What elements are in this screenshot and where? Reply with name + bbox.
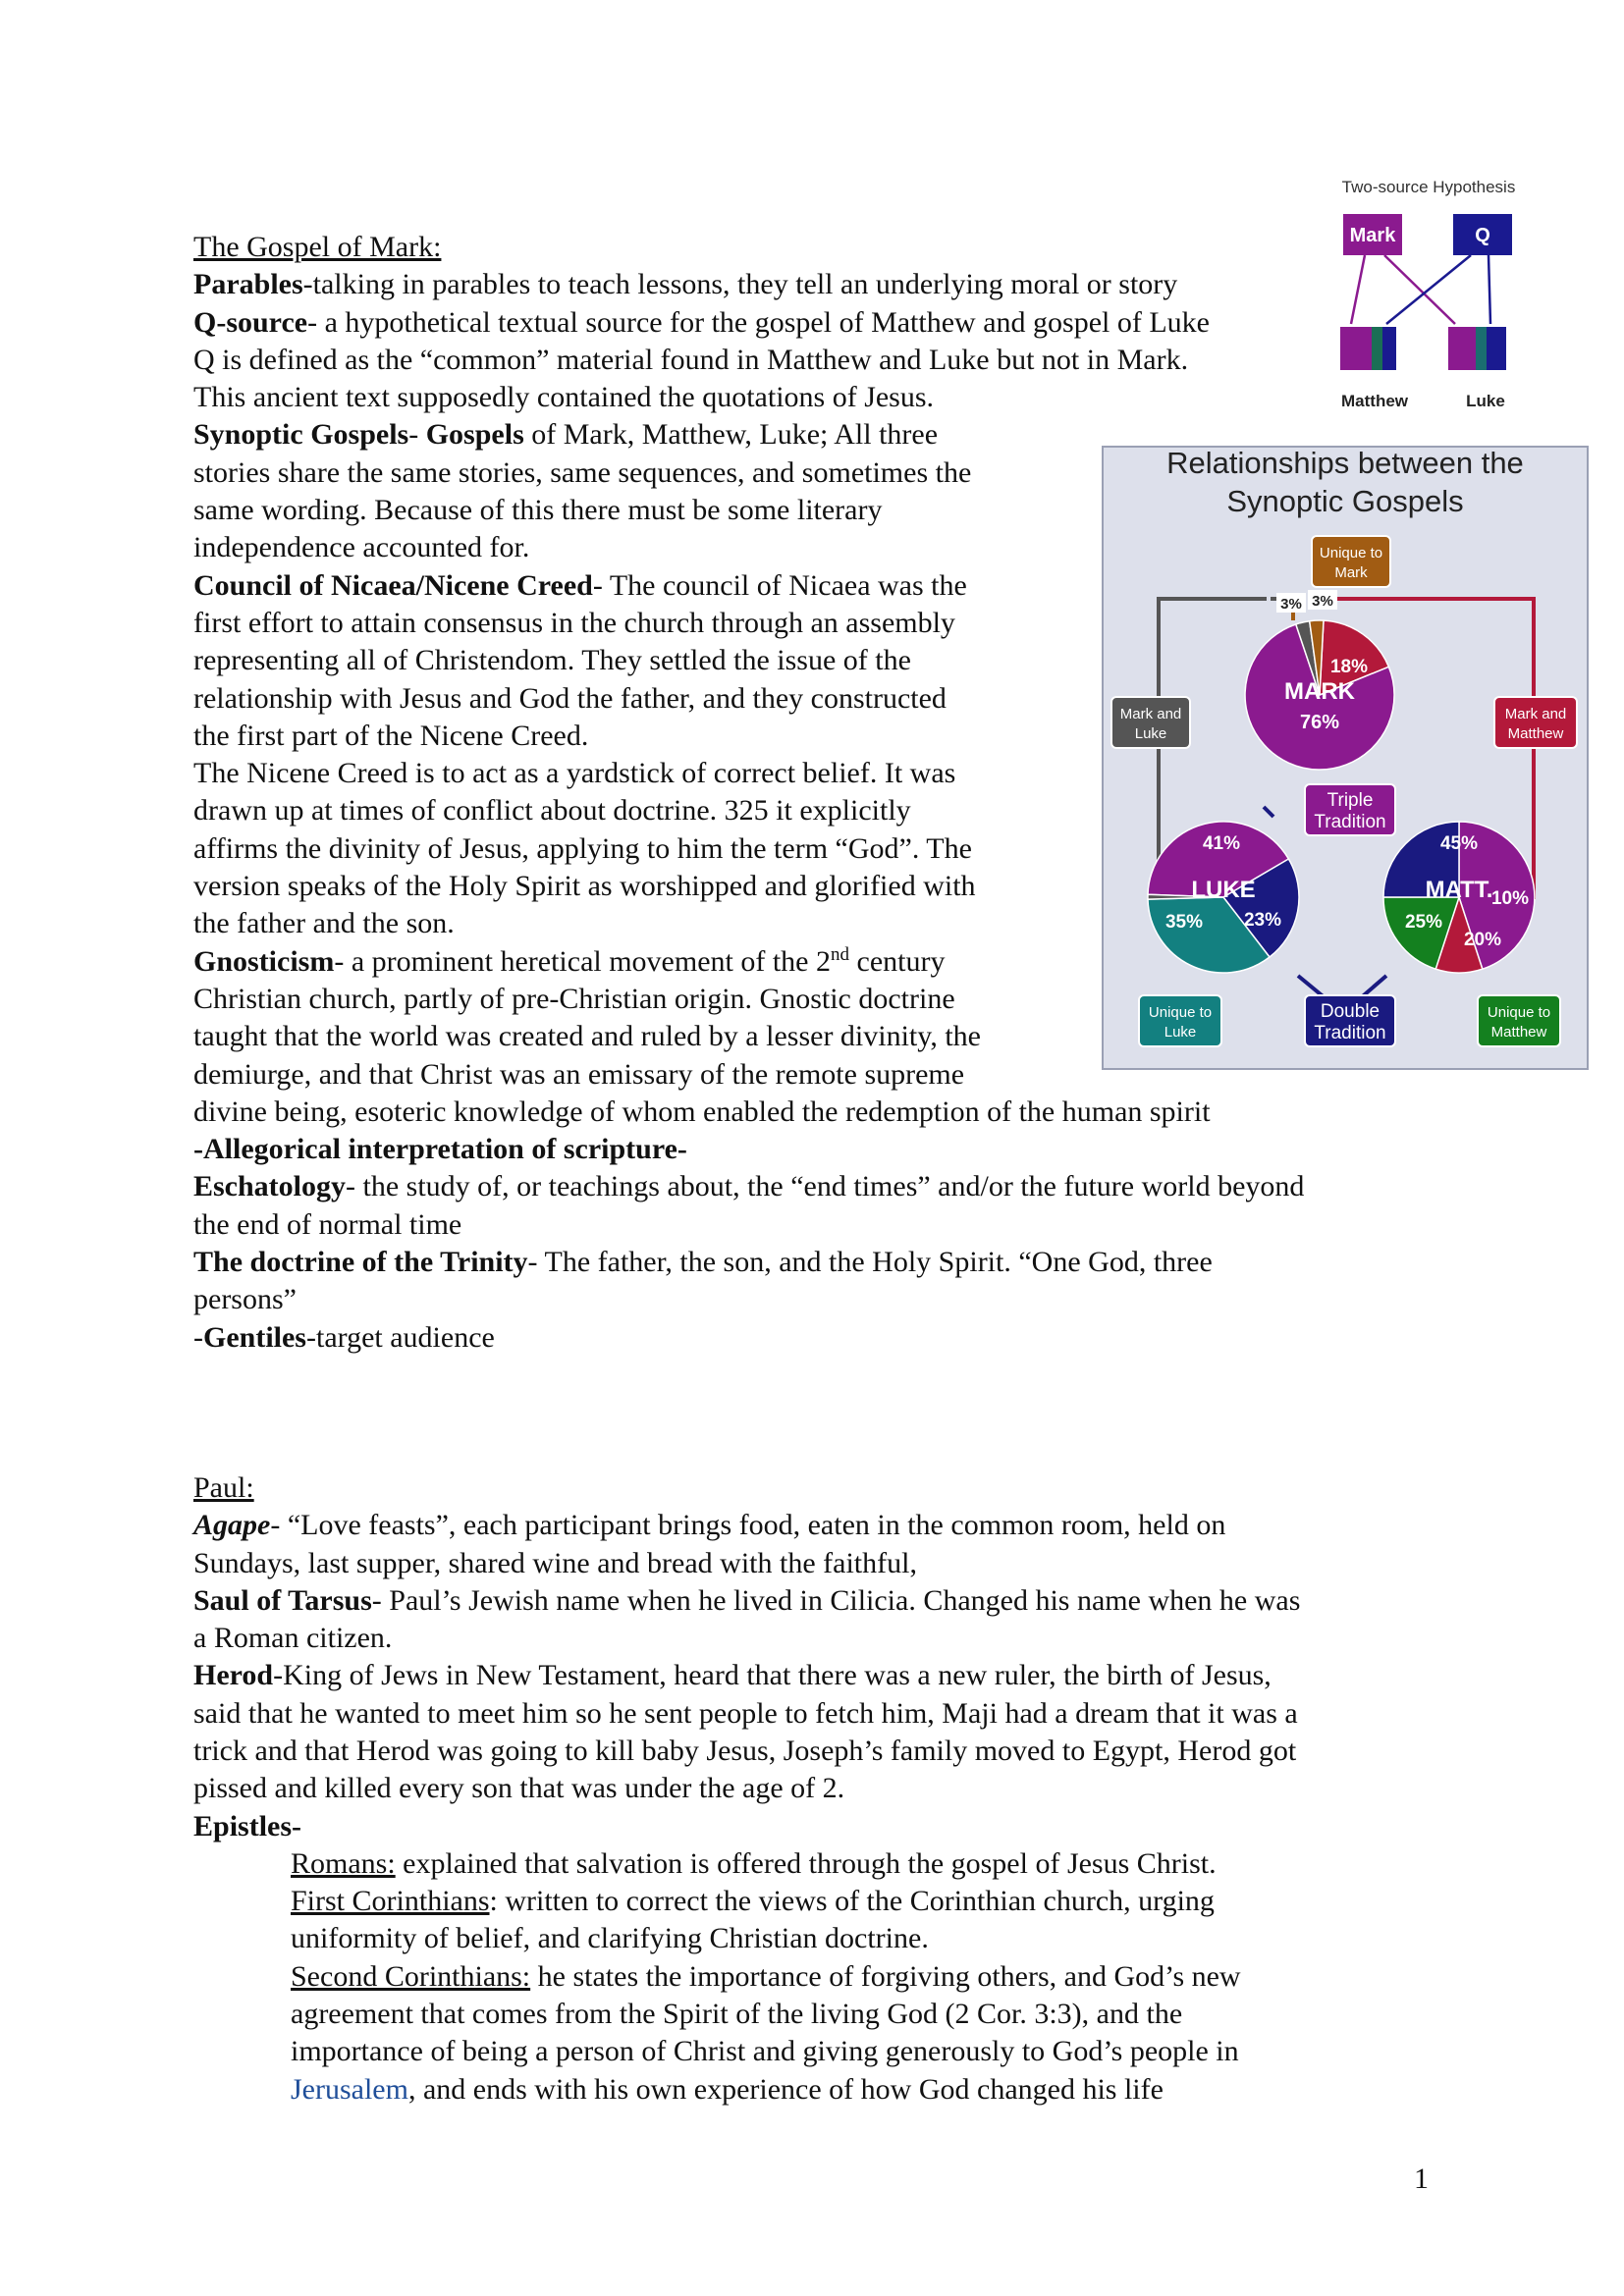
romans-def: explained that salvation is offered through the gospel of Jesus Christ. <box>395 1846 1217 1880</box>
epistles-heading: Epistles- <box>193 1809 302 1842</box>
chart-title-line1: Relationships between the <box>1166 446 1524 480</box>
cor1-term: First Corinthians <box>291 1885 490 1918</box>
saul-line: a Roman citizen. <box>193 1622 393 1655</box>
synoptic-chart <box>1102 446 1589 1070</box>
box-mark-luke-line1: Mark and <box>1119 706 1182 722</box>
chart-title-line2: Synoptic Gospels <box>1226 484 1464 518</box>
two-source-title: Two-source Hypothesis <box>1341 178 1516 196</box>
qsource-entry <box>193 304 1470 342</box>
gnosticism-line: divine being, esoteric knowledge of whom enabled the redemption of the human spirit <box>193 1095 1211 1128</box>
nicaea-line: relationship with Jesus and God the father, and they constructed <box>193 681 947 715</box>
synoptic-def: of Mark, Matthew, Luke; All three <box>523 418 939 452</box>
box-double-line1: Double <box>1320 1001 1380 1022</box>
slice-label-mark-and-matthew: 10% <box>1490 888 1530 909</box>
gnosticism-sup: nd <box>831 943 849 965</box>
herod-entry <box>193 1657 1470 1694</box>
box-mark-luke-line2: Luke <box>1134 725 1167 742</box>
gnosticism-term: Gnosticism <box>193 944 335 978</box>
synoptic-term-gospels: Gospels <box>425 418 524 452</box>
nicaea-line: first effort to attain consensus in the church through an assembly <box>193 606 955 639</box>
line-label-right: 3% <box>1312 593 1333 610</box>
mark-box-label: Mark <box>1349 225 1396 246</box>
nicaea-term: Council of Nicaea/Nicene Creed <box>193 568 593 602</box>
pie-title-luke: LUKE <box>1191 877 1256 903</box>
eschatology-term: Eschatology <box>193 1170 347 1203</box>
box-double-line2: Tradition <box>1314 1023 1386 1043</box>
pie-title-mark: MARK <box>1284 678 1355 705</box>
herod-line: pissed and killed every son that was under the age of 2. <box>193 1772 845 1805</box>
gentiles-entry <box>193 1319 1470 1357</box>
synoptic-line: stories share the same stories, same sequences, and sometimes the <box>193 455 972 489</box>
cor2-def: he states the importance of forgiving others, and God’s new <box>530 1959 1241 1993</box>
box-unique-mark-line1: Unique to <box>1319 545 1383 561</box>
herod-def: -King of Jews in New Testament, heard that there was a new ruler, the birth of Jesus, <box>273 1659 1272 1692</box>
box-unique-matthew-line1: Unique to <box>1487 1004 1551 1021</box>
herod-term: Herod <box>193 1659 274 1692</box>
nicaea-line: version speaks of the Holy Spirit as worshipped and glorified with <box>193 870 976 903</box>
gnosticism-line: demiurge, and that Christ was an emissary of the remote supreme <box>193 1057 965 1091</box>
gnosticism-def: - a prominent heretical movement of the 2 <box>334 944 831 978</box>
nicaea-line: the father and the son. <box>193 907 455 940</box>
synoptic-term: Synoptic Gospels <box>193 418 409 452</box>
agape-line: Sundays, last supper, shared wine and bread with the faithful, <box>193 1546 917 1579</box>
eschatology-def: - the study of, or teachings about, the “end times” and/or the future world beyond <box>346 1170 1305 1203</box>
paul-heading: Paul: <box>193 1470 254 1504</box>
nicaea-line: drawn up at times of conflict about doctrine. 325 it explicitly <box>193 794 911 828</box>
synoptic-line: independence accounted for. <box>193 531 530 564</box>
slice-label-mark-and-matthew: 18% <box>1329 657 1369 677</box>
herod-line: trick and that Herod was going to kill baby Jesus, Joseph’s family moved to Egypt, Herod got <box>193 1734 1297 1767</box>
eschatology-line: the end of normal time <box>193 1207 462 1241</box>
qsource-line: Q is defined as the “common” material found in Matthew and Luke but not in Mark. <box>193 343 1189 376</box>
synoptic-sep: - <box>408 418 426 452</box>
cor1-line: uniformity of belief, and clarifying Christian doctrine. <box>291 1922 929 1955</box>
page-number: 1 <box>1414 2163 1429 2195</box>
pie-title-matt: MATT. <box>1425 877 1493 903</box>
agape-term: Agape <box>193 1509 271 1542</box>
qsource-line: This ancient text supposedly contained the quotations of Jesus. <box>193 381 935 414</box>
mark-heading-line <box>193 229 1470 266</box>
q-box-label: Q <box>1475 225 1490 246</box>
nicaea-def: - The council of Nicaea was the <box>592 568 967 602</box>
pie-luke <box>1148 822 1299 973</box>
box-unique-mark <box>1312 536 1390 587</box>
slice-label-double-tradition: 23% <box>1243 910 1282 931</box>
allegorical-heading: -Allegorical interpretation of scripture- <box>193 1133 687 1166</box>
slice-label-triple-tradition: 41% <box>1202 833 1241 854</box>
pie-matthew <box>1383 822 1535 973</box>
nicaea-line: representing all of Christendom. They settled the issue of the <box>193 644 911 677</box>
cor1-def: : written to correct the views of the Corinthian church, urging <box>489 1885 1215 1918</box>
box-unique-luke-line1: Unique to <box>1148 1004 1213 1021</box>
box-mark-matthew <box>1494 697 1577 748</box>
box-mark-luke <box>1111 697 1190 748</box>
slice-label-unique-to-luke: 35% <box>1164 912 1204 933</box>
nicaea-line: the first part of the Nicene Creed. <box>193 719 589 752</box>
two-source-diagram <box>1326 175 1532 420</box>
gentiles-dash: - <box>193 1320 203 1354</box>
saul-term: Saul of Tarsus <box>193 1583 372 1617</box>
paul-heading-line <box>193 1469 1470 1507</box>
gentiles-term: Gentiles <box>203 1320 306 1354</box>
q-arrows <box>1386 255 1490 324</box>
box-mark-matthew-line1: Mark and <box>1504 706 1567 722</box>
trinity-entry <box>193 1244 1470 1281</box>
parables-term: Parables <box>193 268 303 301</box>
mark-arrows <box>1351 255 1455 324</box>
box-unique-matthew-line2: Matthew <box>1490 1024 1547 1041</box>
cor2-term: Second Corinthians: <box>291 1959 531 1993</box>
eschatology-entry <box>193 1168 1470 1205</box>
pie-center-value: 76% <box>1299 712 1340 733</box>
cor2-entry <box>193 1958 1470 1996</box>
box-double-tradition <box>1305 995 1395 1046</box>
romans-entry <box>193 1845 1470 1883</box>
qsource-term: Q-source <box>193 305 308 339</box>
box-triple-tradition <box>1305 784 1395 835</box>
box-unique-luke-line2: Luke <box>1164 1024 1197 1041</box>
jerusalem-link[interactable]: Jerusalem <box>291 2072 408 2106</box>
box-mark-matthew-line2: Matthew <box>1507 725 1564 742</box>
luke-box <box>1448 327 1506 370</box>
cor1-entry <box>193 1883 1470 1920</box>
box-triple-line2: Tradition <box>1314 812 1386 832</box>
line-label-left: 3% <box>1280 596 1302 613</box>
trinity-def: - The father, the son, and the Holy Spirit. “One God, three <box>527 1246 1213 1279</box>
slice-label-unique-to-matthew: 20% <box>1463 930 1502 950</box>
nicaea-line: affirms the divinity of Jesus, applying to him the term “God”. The <box>193 831 972 865</box>
cor2-line-end: , and ends with his own experience of how God changed his life <box>407 2072 1164 2106</box>
matthew-label: Matthew <box>1341 392 1408 410</box>
qsource-def: - a hypothetical textual source for the gospel of Matthew and gospel of Luke <box>307 305 1210 339</box>
matthew-box <box>1340 327 1396 370</box>
slice-label-double-tradition: 25% <box>1404 912 1443 933</box>
section-gap <box>193 1357 1470 1469</box>
box-unique-luke <box>1139 995 1221 1046</box>
synoptic-line: same wording. Because of this there must be some literary <box>193 494 883 527</box>
saul-def: - Paul’s Jewish name when he lived in Cilicia. Changed his name when he was <box>371 1583 1301 1617</box>
luke-label: Luke <box>1466 392 1505 410</box>
agape-def: - “Love feasts”, each participant brings food, eaten in the common room, held on <box>270 1509 1226 1542</box>
cor2-line: importance of being a person of Christ and giving generously to God’s people in <box>291 2035 1239 2068</box>
saul-entry <box>193 1582 1470 1620</box>
romans-term: Romans: <box>291 1846 396 1880</box>
gentiles-def: -target audience <box>306 1320 495 1354</box>
gnosticism-line: Christian church, partly of pre-Christian origin. Gnostic doctrine <box>193 982 955 1015</box>
box-unique-matthew <box>1478 995 1560 1046</box>
mark-heading: The Gospel of Mark: <box>193 231 442 263</box>
nicaea-line: The Nicene Creed is to act as a yardstick of correct belief. It was <box>193 757 956 790</box>
herod-line: said that he wanted to meet him so he sent people to fetch him, Maji had a dream that it was a <box>193 1696 1298 1730</box>
trinity-line: persons” <box>193 1283 297 1316</box>
trinity-term: The doctrine of the Trinity <box>193 1246 528 1279</box>
pie-mark <box>1245 620 1394 770</box>
parables-entry <box>193 266 1470 303</box>
box-triple-line1: Triple <box>1326 790 1374 811</box>
cor2-line: agreement that comes from the Spirit of the living God (2 Cor. 3:3), and the <box>291 1998 1183 2031</box>
cor2-last-line <box>193 2071 1470 2109</box>
agape-entry <box>193 1507 1470 1544</box>
gnosticism-line: taught that the world was created and ruled by a lesser divinity, the <box>193 1020 981 1053</box>
gnosticism-def-end: century <box>849 944 946 978</box>
parables-def: -talking in parables to teach lessons, they tell an underlying moral or story <box>302 268 1178 301</box>
slice-label-triple-tradition: 45% <box>1439 833 1479 854</box>
box-unique-mark-line2: Mark <box>1334 564 1368 581</box>
